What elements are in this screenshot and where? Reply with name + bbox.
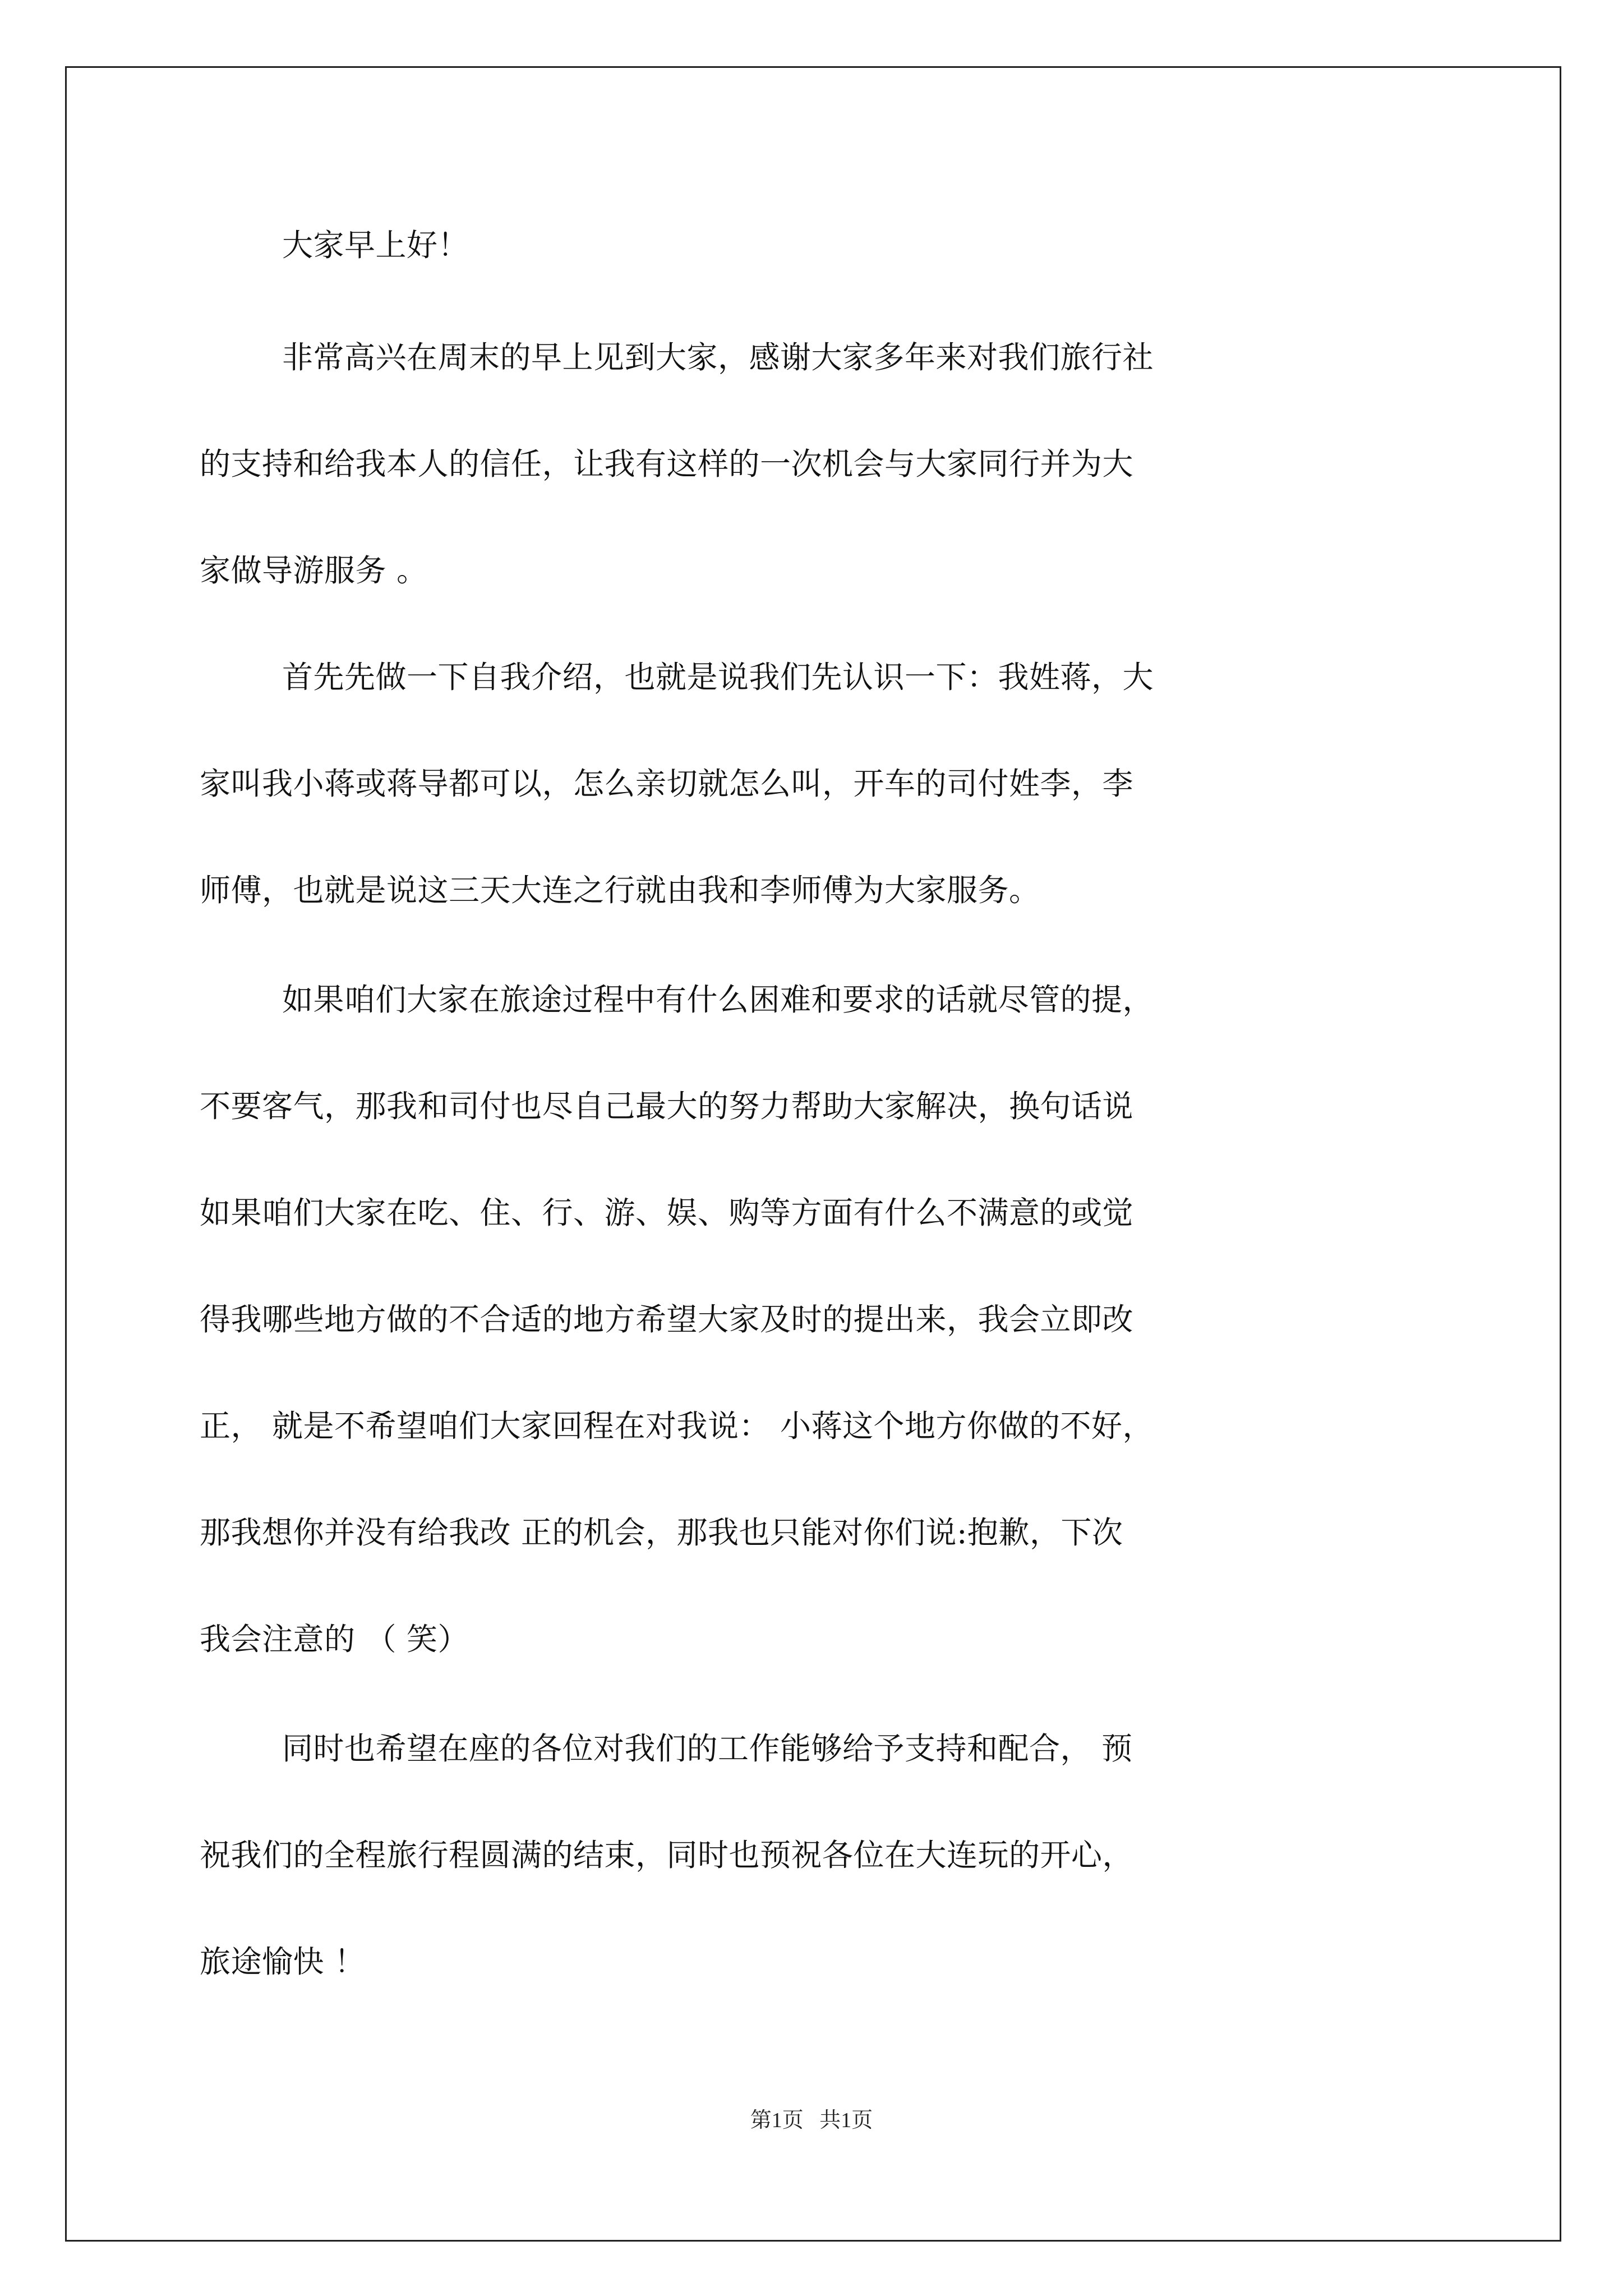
page-border (65, 66, 1561, 2242)
paragraph-line: 旅途愉快 ！ (200, 1944, 366, 1980)
paragraph-line: 不要客气，那我和司付也尽自己最大的努力帮助大家解决，换句话说 (200, 1088, 1134, 1124)
paragraph-line: 如果咱们大家在旅途过程中有什么困难和要求的话就尽管的提， (282, 982, 1154, 1018)
paragraph-line: 家做导游服务 。 (200, 553, 428, 588)
paragraph-line: 同时也希望在座的各位对我们的工作能够给予支持和配合， 预 (282, 1731, 1133, 1766)
paragraph-line: 如果咱们大家在吃、住、行、游、娱、购等方面有什么不满意的或觉 (200, 1195, 1134, 1231)
page-footer: 第1页 共1页 (750, 2109, 873, 2132)
paragraph-line: 家叫我小蒋或蒋导都可以，怎么亲切就怎么叫，开车的司付姓李，李 (200, 766, 1134, 802)
paragraph-line: 非常高兴在周末的早上见到大家，感谢大家多年来对我们旅行社 (282, 339, 1154, 375)
paragraph-line: 大家早上好！ (282, 227, 469, 263)
paragraph-line: 我会注意的 （ 笑） (200, 1621, 469, 1657)
paragraph-line: 祝我们的全程旅行程圆满的结束，同时也预祝各位在大连玩的开心， (200, 1837, 1134, 1873)
paragraph-line: 正， 就是不希望咱们大家回程在对我说： 小蒋这个地方你做的不好， (200, 1408, 1154, 1444)
paragraph-line: 师傅，也就是说这三天大连之行就由我和李师傅为大家服务。 (200, 872, 1040, 908)
paragraph-line: 得我哪些地方做的不合适的地方希望大家及时的提出来，我会立即改 (200, 1301, 1134, 1337)
paragraph-line: 首先先做一下自我介绍，也就是说我们先认识一下：我姓蒋，大 (282, 659, 1154, 695)
paragraph-line: 那我想你并没有给我改 正的机会，那我也只能对你们说:抱歉，下次 (200, 1515, 1123, 1550)
paragraph-line: 的支持和给我本人的信任，让我有这样的一次机会与大家同行并为大 (200, 446, 1134, 482)
